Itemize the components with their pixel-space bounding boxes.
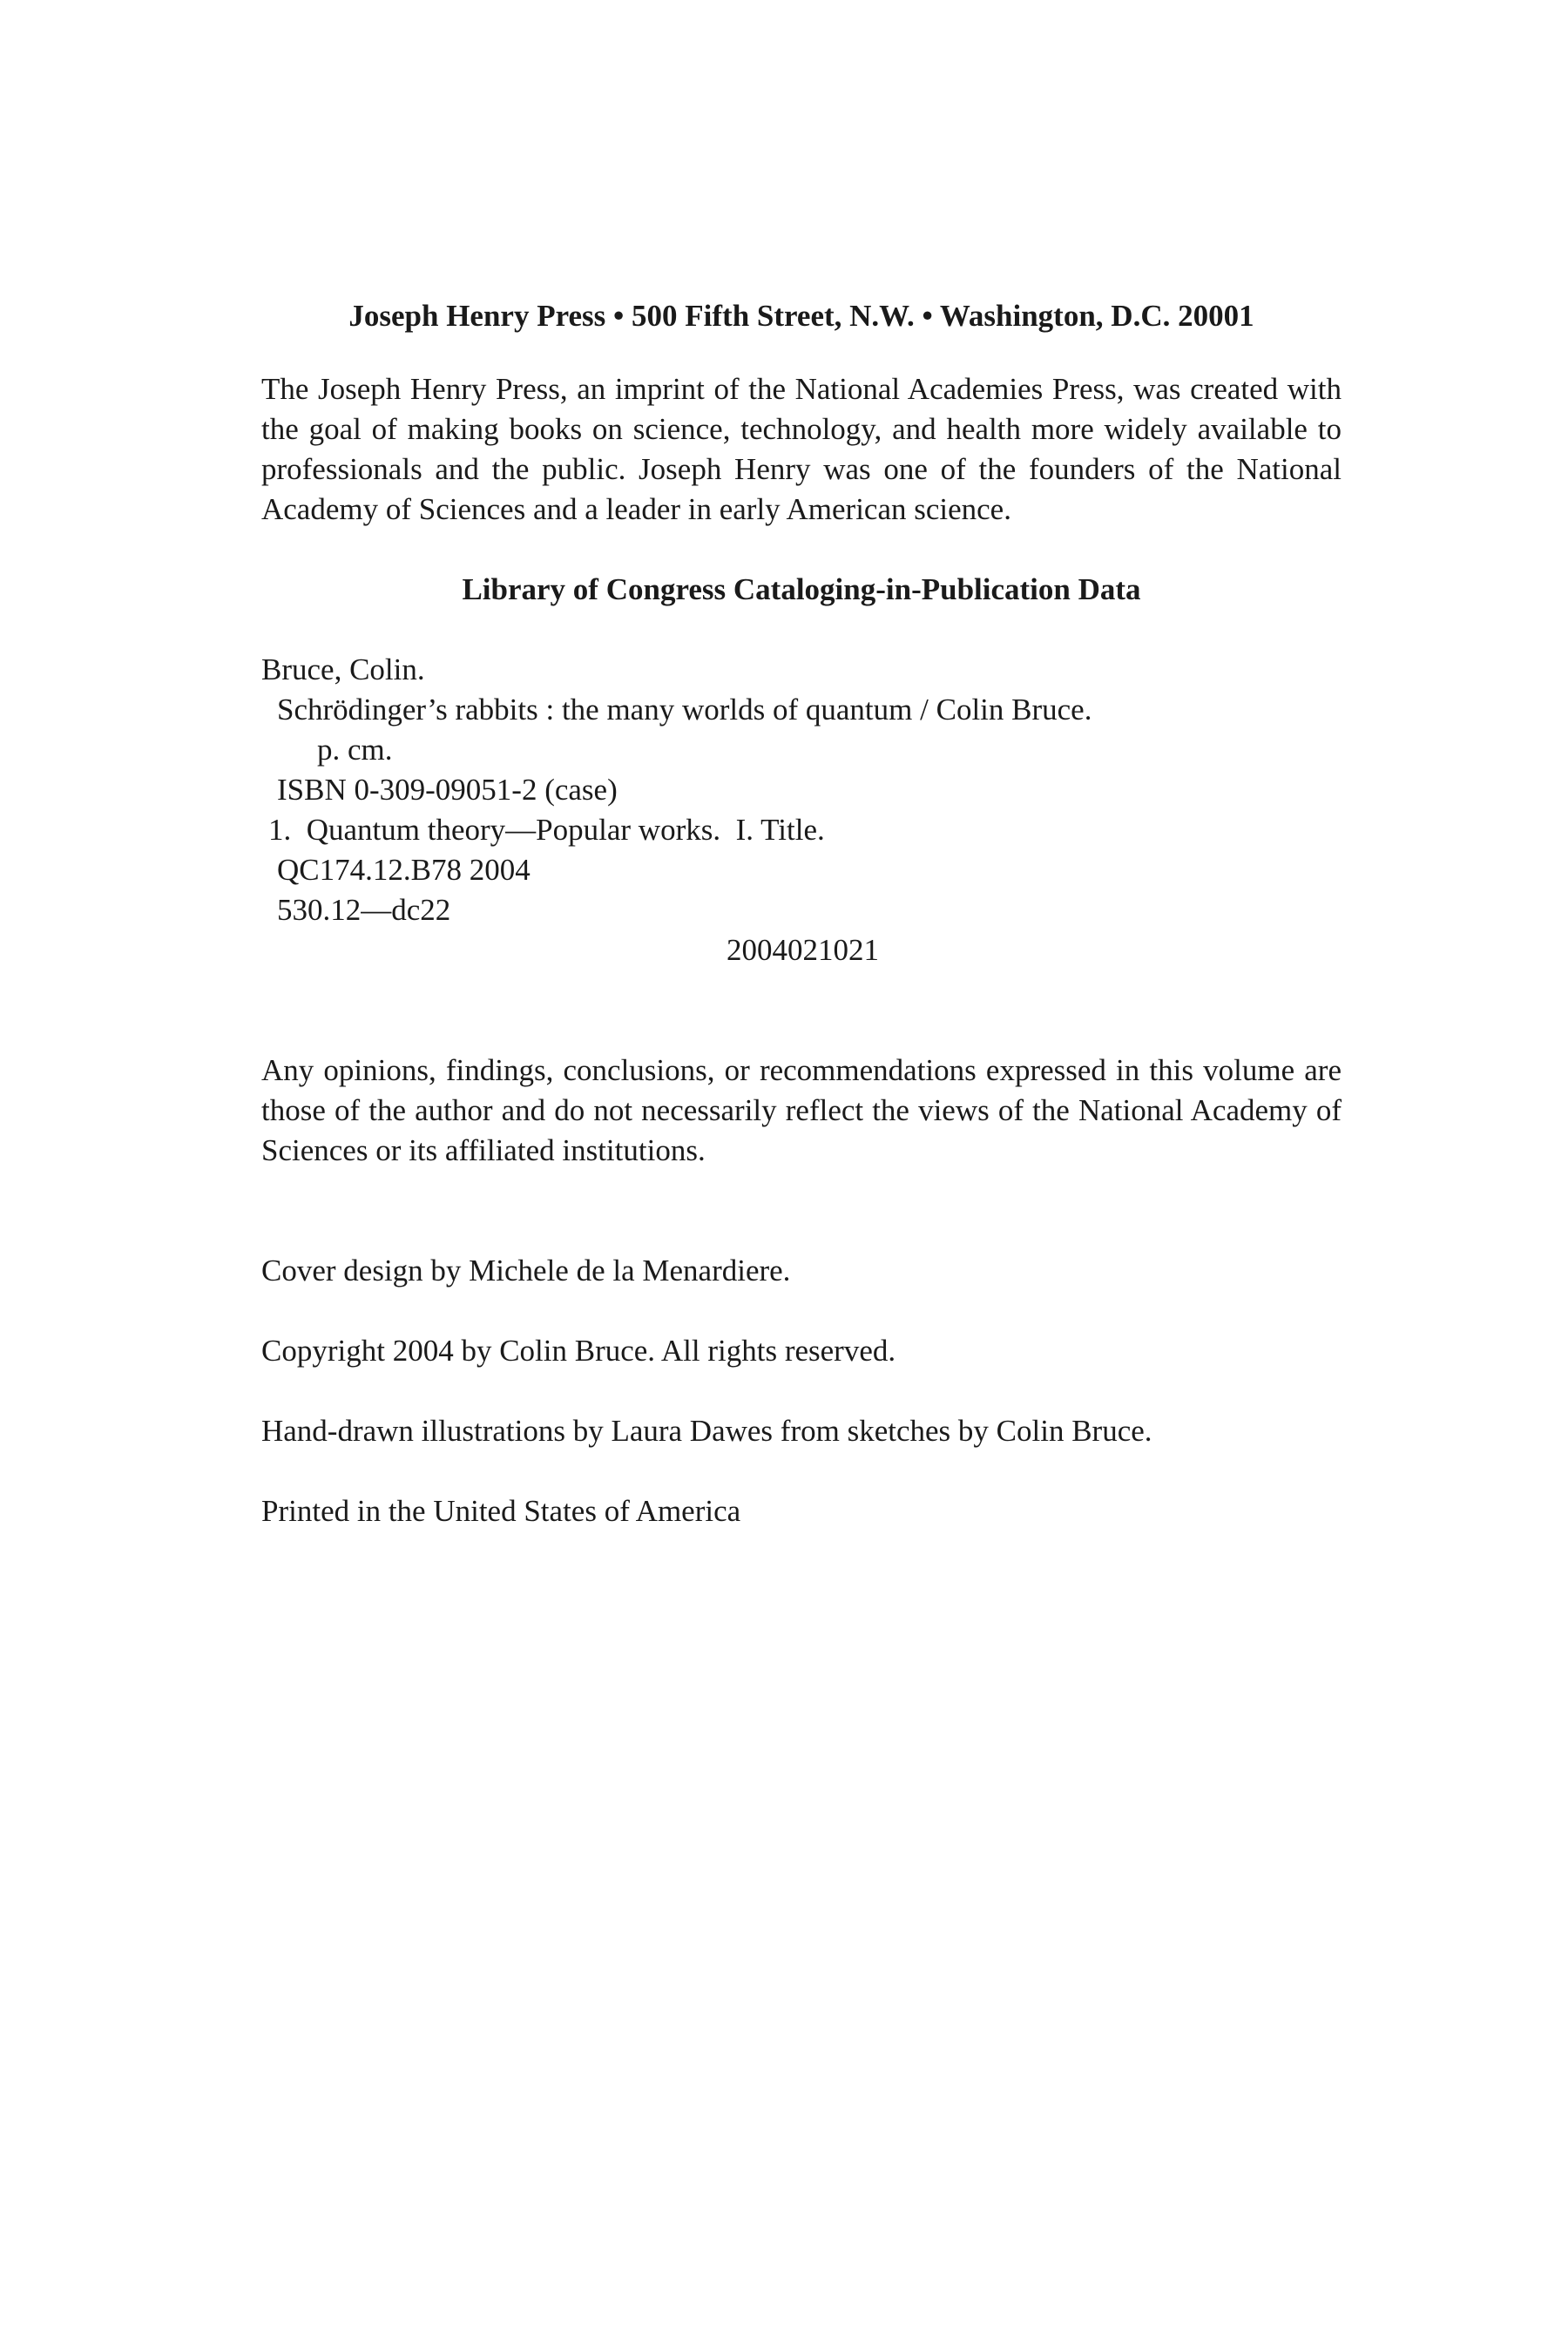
cover-design-credit: Cover design by Michele de la Menardiere. [261, 1254, 791, 1288]
cip-isbn: ISBN 0-309-09051-2 (case) [277, 773, 618, 807]
cip-record [261, 650, 1342, 970]
cip-physical-description: p. cm. [317, 733, 393, 767]
cip-lccn: 2004021021 [727, 933, 879, 967]
cip-author: Bruce, Colin. [261, 652, 425, 686]
cip-title-line: Schrödinger’s rabbits : the many worlds of quantum / Colin Bruce. [277, 693, 1092, 727]
illustrations-credit: Hand-drawn illustrations by Laura Dawes from sketches by Colin Bruce. [261, 1414, 1152, 1448]
copyright-notice: Copyright 2004 by Colin Bruce. All rights reserved. [261, 1334, 896, 1368]
cip-dewey: 530.12—dc22 [277, 893, 451, 927]
copyright-page [261, 296, 1342, 1571]
publisher-about-paragraph: The Joseph Henry Press, an imprint of the National Academies Press, was created with the goal of making books on science, technology, and health more widely available to professionals and the public. Joseph Henry was one of the founders of the National Academy of Sciences and a leader in early American science. [261, 372, 1342, 526]
cip-heading: Library of Congress Cataloging-in-Publication Data [462, 572, 1141, 606]
printed-in-line: Printed in the United States of America [261, 1494, 741, 1528]
cip-lc-classification: QC174.12.B78 2004 [277, 853, 531, 887]
disclaimer-paragraph: Any opinions, findings, conclusions, or recommendations expressed in this volume are those of the author and do not necessarily reflect the views of the National Academy of Sciences or its affiliated institutions. [261, 1053, 1342, 1167]
publisher-address-line: Joseph Henry Press • 500 Fifth Street, N.W. • Washington, D.C. 20001 [348, 299, 1254, 333]
cip-subject: 1. Quantum theory—Popular works. I. Title. [268, 813, 825, 847]
